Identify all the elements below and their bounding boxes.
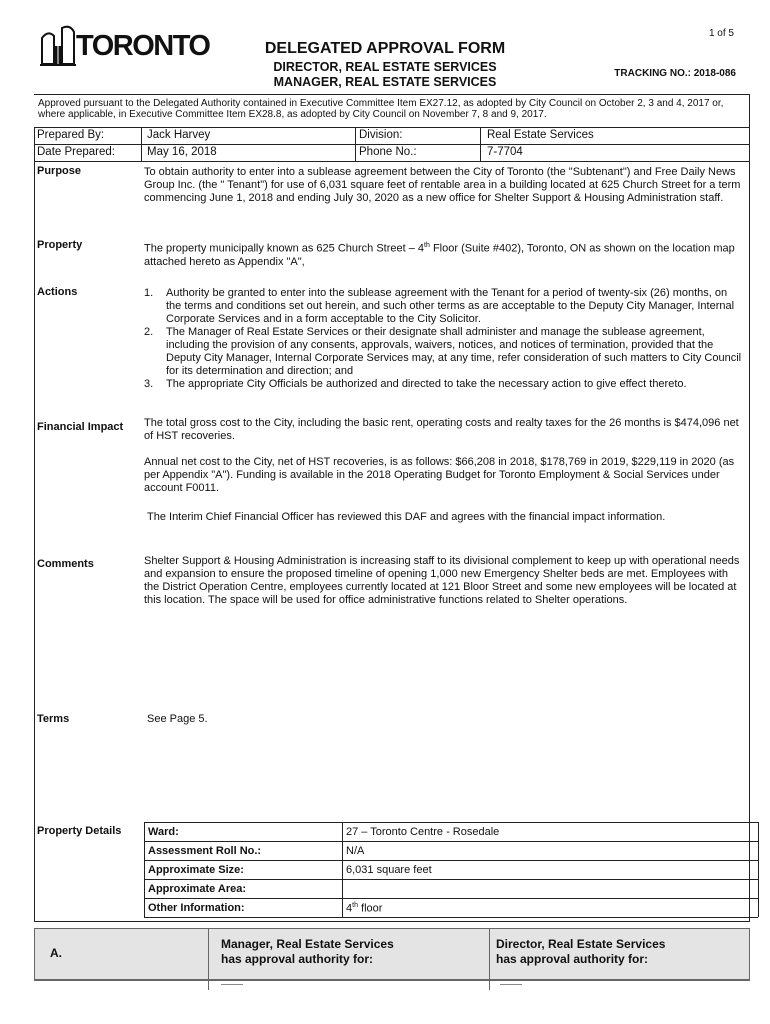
actions-label: Actions (37, 286, 78, 298)
list-item-number: 1. (144, 287, 154, 299)
phone-value: 7-7704 (487, 146, 523, 158)
floor-sup: th (352, 902, 358, 909)
list-item (144, 287, 742, 326)
divider (208, 980, 209, 990)
manager-authority-line-1: Manager, Real Estate Services (221, 937, 394, 951)
assessment-roll-key: Assessment Roll No.: (148, 845, 262, 857)
ward-value: 27 – Toronto Centre - Rosedale (346, 826, 500, 838)
approximate-size-value: 6,031 square feet (346, 864, 432, 876)
list-item-text: The Manager of Real Estate Services or their designate shall administer and manage the sublease agreement, including the provision of any consents, approvals, waivers, notices, and notices of termination, provided that the Deputy City Manager, Internal Corporate Services may, at any time, refer consideration of such matters to City Council for its determination and direction; and (166, 326, 742, 377)
director-authority-line-2: has approval authority for: (496, 952, 649, 966)
divider (758, 822, 759, 917)
checkbox-line (221, 984, 243, 985)
purpose-text: To obtain authority to enter into a sublease agreement between the City of Toronto (the "Subtenant") and Free Daily News Group Inc. (the " Tenant") for use of 6,031 square feet of rentable area in a building located at 625 Church Street for a term commencing June 1, 2018 and ending July 30, 2020 as a new office for Shelter Support & Housing Administration staff. (144, 166, 741, 204)
other-information-value (346, 902, 382, 915)
list-item-number: 2. (144, 326, 154, 338)
divider (34, 94, 750, 95)
table-row (144, 880, 758, 899)
ward-key: Ward: (148, 826, 179, 838)
list-item-number: 3. (144, 378, 154, 390)
other-information-key: Other Information: (148, 902, 245, 914)
list-item (144, 326, 742, 378)
tracking-number: TRACKING NO.: 2018-086 (614, 68, 736, 79)
section-a-label: A. (50, 946, 62, 960)
property-details-label: Property Details (37, 825, 122, 837)
divider (355, 127, 356, 161)
terms-text: See Page 5. (147, 713, 208, 725)
table-row (144, 823, 758, 842)
property-text-sup: th (424, 242, 430, 249)
divider (34, 980, 750, 981)
manager-authority-heading (221, 937, 394, 967)
financial-impact-text-3: The Interim Chief Financial Officer has reviewed this DAF and agrees with the financial impact information. (147, 511, 666, 523)
form-title: DELEGATED APPROVAL FORM (264, 40, 506, 57)
actions-list (144, 287, 742, 391)
approximate-size-key: Approximate Size: (148, 864, 244, 876)
prepared-by-label: Prepared By: (37, 129, 105, 141)
divider (480, 127, 481, 161)
subtitle-line-2: MANAGER, REAL ESTATE SERVICES (273, 75, 497, 89)
list-item-text: Authority be granted to enter into the sublease agreement with the Tenant for a period of twenty-six (26) months, on the terms and conditions set out herein, and such other terms as are acceptable to the Deputy City Manager, Internal Corporate Services and in a form acceptable to the City Solicitor. (166, 287, 735, 325)
divider (489, 928, 490, 980)
approximate-area-key: Approximate Area: (148, 883, 247, 895)
prepared-by-value: Jack Harvey (147, 129, 211, 141)
financial-impact-label: Financial Impact (37, 421, 124, 433)
date-prepared-label: Date Prepared: (37, 146, 115, 158)
logo-wordmark: TORONTO (76, 30, 210, 62)
city-hall-icon (40, 24, 76, 66)
property-label: Property (37, 239, 83, 251)
table-row (144, 899, 758, 918)
property-text-b: Floor (Suite #402), Toronto, ON as shown on the location map attached hereto as Appendix "A", (144, 242, 735, 268)
divider (208, 928, 209, 980)
property-text-a: The property municipally known as 625 Church Street – 4 (144, 242, 425, 255)
purpose-label: Purpose (37, 165, 82, 177)
frame-bottom (34, 921, 750, 922)
list-item-text: The appropriate City Officials be authorized and directed to take the necessary action to give effect thereto. (166, 378, 687, 390)
floor-number: 4 (346, 902, 353, 915)
comments-label: Comments (37, 558, 94, 570)
assessment-roll-value: N/A (346, 845, 365, 857)
director-authority-heading (496, 937, 665, 967)
list-item (144, 378, 742, 391)
date-prepared-value: May 16, 2018 (147, 146, 217, 158)
manager-authority-line-2: has approval authority for: (221, 952, 374, 966)
form-subtitle (220, 60, 550, 90)
division-label: Division: (359, 129, 403, 141)
director-authority-line-1: Director, Real Estate Services (496, 937, 666, 951)
frame-right (749, 94, 750, 922)
table-row (144, 861, 758, 880)
comments-text: Shelter Support & Housing Administration is increasing staff to its divisional complement to keep up with operational needs and expansion to ensure the proposed timeline of opening 1,000 new Emergency Shelter beds are met. Employees with the District Operation Centre, employees currently located at 121 Bloor Street and some new employees will be located at this location. The space will be used for office administrative functions related to Shelter operations. (144, 555, 740, 606)
frame-left (34, 127, 35, 922)
subtitle-line-1: DIRECTOR, REAL ESTATE SERVICES (273, 60, 497, 74)
phone-label: Phone No.: (359, 146, 417, 158)
divider (141, 127, 142, 161)
checkbox-line (500, 984, 522, 985)
financial-impact-text-1: The total gross cost to the City, including the basic rent, operating costs and realty taxes for the 26 months is $474,096 net of HST recoveries. (144, 417, 739, 442)
approval-statement: Approved pursuant to the Delegated Authority contained in Executive Committee Item EX27.12, as adopted by City Council on October 2, 3 and 4, 2017 or, where applicable, in Executive Committee Item EX28.8, as adopted by City Council on November 7, 8 and 9, 2017. (38, 98, 724, 120)
terms-label: Terms (37, 713, 70, 725)
financial-impact-text-2: Annual net cost to the City, net of HST recoveries, is as follows: $66,208 in 2018, $178,769 in 2019, $229,119 in 2020 (as per Appendix "A"). Funding is available in the 2018 Operating Budget for Toronto Employment & Social Services under account F0011. (144, 456, 735, 494)
floor-suffix: floor (357, 902, 383, 915)
divider (489, 980, 490, 990)
table-row (144, 842, 758, 861)
toronto-logo (40, 24, 210, 66)
page-number: 1 of 5 (708, 28, 734, 39)
divider (34, 161, 750, 162)
property-text (144, 239, 742, 269)
division-value: Real Estate Services (487, 129, 594, 141)
